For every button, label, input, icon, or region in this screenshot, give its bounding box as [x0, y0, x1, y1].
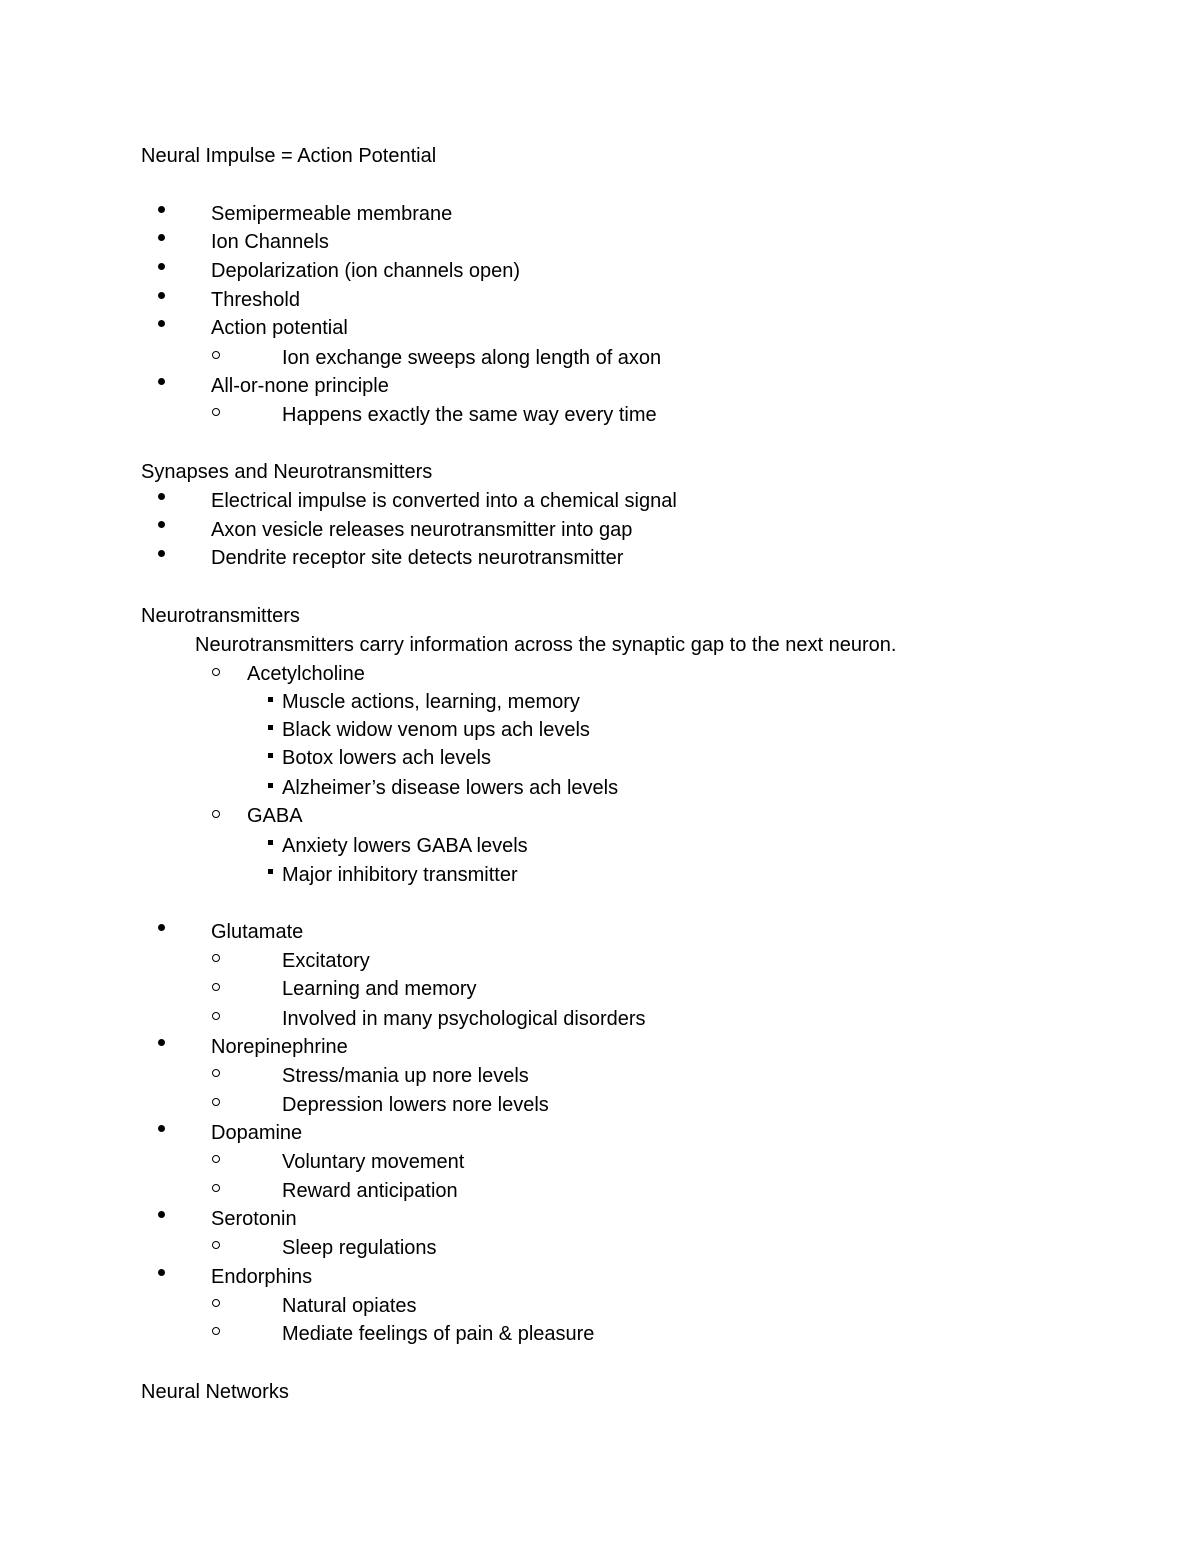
list-item: Threshold: [211, 289, 300, 311]
heading-neurotransmitters: Neurotransmitters: [141, 605, 300, 627]
list-item: Mediate feelings of pain & pleasure: [282, 1323, 595, 1345]
bullet-circle-icon: [212, 1241, 220, 1249]
list-item: Depression lowers nore levels: [282, 1094, 549, 1116]
list-item: Reward anticipation: [282, 1180, 458, 1202]
list-item: Major inhibitory transmitter: [282, 864, 518, 886]
bullet-square-icon: [268, 697, 273, 702]
bullet-square-icon: [268, 725, 273, 730]
bullet-disc-icon: [158, 924, 165, 931]
bullet-circle-icon: [212, 1098, 220, 1106]
bullet-circle-icon: [212, 1069, 220, 1077]
list-item: Excitatory: [282, 950, 370, 972]
list-item: Depolarization (ion channels open): [211, 260, 521, 282]
bullet-circle-icon: [212, 983, 220, 991]
heading-neural-impulse: Neural Impulse = Action Potential: [141, 145, 437, 167]
intro-text: Neurotransmitters carry information across the synaptic gap to the next neuron.: [195, 634, 897, 656]
bullet-circle-icon: [212, 1327, 220, 1335]
list-item: Anxiety lowers GABA levels: [282, 835, 528, 857]
bullet-disc-icon: [158, 378, 165, 385]
list-item: Learning and memory: [282, 978, 477, 1000]
bullet-disc-icon: [158, 1211, 165, 1218]
list-item: Alzheimer’s disease lowers ach levels: [282, 777, 619, 799]
bullet-disc-icon: [158, 292, 165, 299]
list-item: Dopamine: [211, 1122, 303, 1144]
list-item: Serotonin: [211, 1208, 297, 1230]
bullet-disc-icon: [158, 320, 165, 327]
bullet-disc-icon: [158, 1125, 165, 1132]
bullet-circle-icon: [212, 1012, 220, 1020]
heading-synapses: Synapses and Neurotransmitters: [141, 461, 433, 483]
bullet-square-icon: [268, 783, 273, 788]
bullet-disc-icon: [158, 550, 165, 557]
list-item: Voluntary movement: [282, 1151, 465, 1173]
bullet-square-icon: [268, 753, 273, 758]
bullet-circle-icon: [212, 810, 220, 818]
list-item: Happens exactly the same way every time: [282, 404, 657, 426]
heading-neural-networks: Neural Networks: [141, 1381, 289, 1403]
list-item: Stress/mania up nore levels: [282, 1065, 529, 1087]
list-item: Semipermeable membrane: [211, 203, 453, 225]
list-item: Involved in many psychological disorders: [282, 1008, 646, 1030]
list-item: Ion exchange sweeps along length of axon: [282, 347, 662, 369]
list-item: Axon vesicle releases neurotransmitter into gap: [211, 519, 633, 541]
bullet-circle-icon: [212, 668, 220, 676]
list-item: Sleep regulations: [282, 1237, 437, 1259]
list-item: GABA: [247, 805, 303, 827]
bullet-disc-icon: [158, 206, 165, 213]
list-item: Black widow venom ups ach levels: [282, 719, 590, 741]
list-item: Dendrite receptor site detects neurotransmitter: [211, 547, 624, 569]
list-item: Acetylcholine: [247, 663, 365, 685]
list-item: Norepinephrine: [211, 1036, 348, 1058]
bullet-square-icon: [268, 840, 273, 845]
bullet-disc-icon: [158, 1039, 165, 1046]
bullet-disc-icon: [158, 493, 165, 500]
bullet-disc-icon: [158, 234, 165, 241]
list-item: Electrical impulse is converted into a chemical signal: [211, 490, 677, 512]
bullet-disc-icon: [158, 521, 165, 528]
list-item: Ion Channels: [211, 231, 329, 253]
list-item: Muscle actions, learning, memory: [282, 691, 580, 713]
bullet-circle-icon: [212, 1299, 220, 1307]
bullet-circle-icon: [212, 1184, 220, 1192]
bullet-disc-icon: [158, 1269, 165, 1276]
bullet-circle-icon: [212, 1155, 220, 1163]
list-item: Endorphins: [211, 1266, 313, 1288]
list-item: All-or-none principle: [211, 375, 389, 397]
list-item: Action potential: [211, 317, 348, 339]
list-item: Botox lowers ach levels: [282, 747, 491, 769]
list-item: Glutamate: [211, 921, 304, 943]
bullet-square-icon: [268, 869, 273, 874]
bullet-circle-icon: [212, 954, 220, 962]
bullet-circle-icon: [212, 351, 220, 359]
bullet-disc-icon: [158, 263, 165, 270]
list-item: Natural opiates: [282, 1295, 417, 1317]
bullet-circle-icon: [212, 408, 220, 416]
